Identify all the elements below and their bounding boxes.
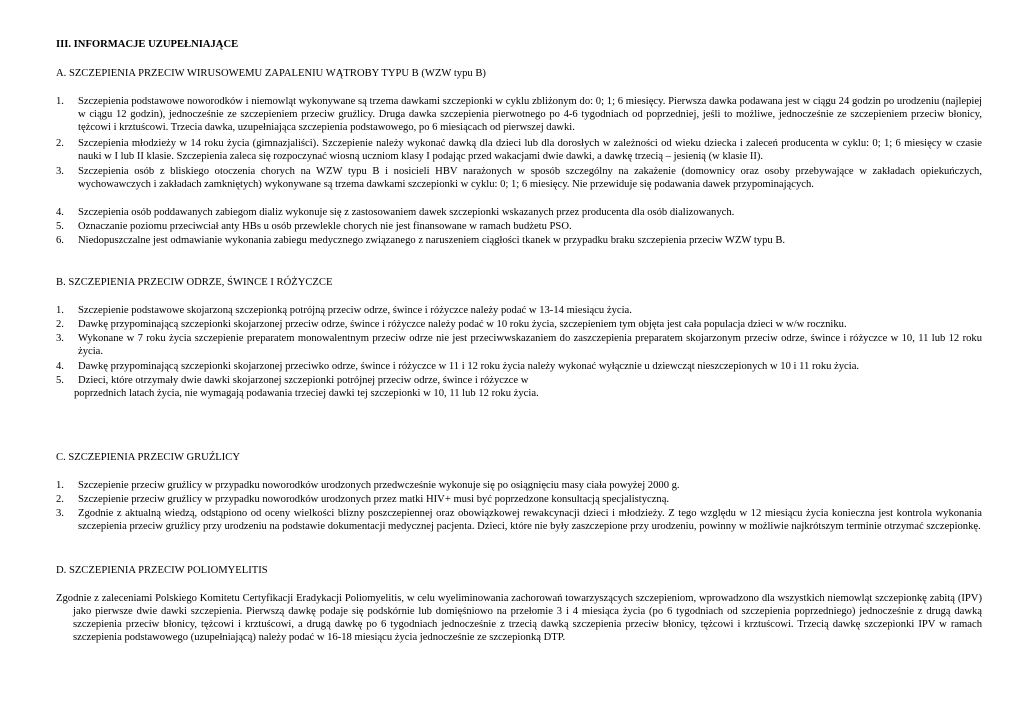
section-b-heading: B. SZCZEPIENIA PRZECIW ODRZE, ŚWINCE I RÓŻYCZCE <box>56 277 333 288</box>
item-text: Dawkę przypominającą szczepionki skojarzonej przeciwko odrze, śwince i różyczce w 11 i 12 roku życia należy wykonać wyłącznie u dziewcząt nieszczepionych w 10 i 11 roku życia. <box>78 361 860 372</box>
section-b-item-4 <box>56 360 982 373</box>
section-a-item-4 <box>56 206 982 219</box>
item-number: 2. <box>56 138 64 149</box>
section-b-item-3 <box>56 332 982 358</box>
item-number: 6. <box>56 235 64 246</box>
section-a-item-2 <box>56 137 982 163</box>
item-number: 3. <box>56 508 64 519</box>
item-number: 1. <box>56 480 64 491</box>
section-a-item-3 <box>56 165 982 191</box>
page-title: III. INFORMACJE UZUPEŁNIAJĄCE <box>56 39 239 50</box>
section-c-item-2 <box>56 493 982 506</box>
section-c-item-1 <box>56 479 982 492</box>
item-text: Szczepienia osób z bliskiego otoczenia chorych na WZW typu B i nosicieli HBV narażonych w sposób szczególny na zakażenie (domownicy oraz osoby przebywające w zakładach opiekuńczych, wychowawczych i zakładach zamkniętych) wykonywane są trzema dawkami szczepionki w cyklu: 0; 1; 6 miesięcy. Nie przewiduje się podawania dawek przypominających. <box>78 166 982 190</box>
item-number: 2. <box>56 319 64 330</box>
item-number: 3. <box>56 333 64 344</box>
item-text: Wykonane w 7 roku życia szczepienie preparatem monowalentnym przeciw odrze nie jest przeciwwskazaniem do zaszczepienia preparatem skojarzonym przeciw odrze, śwince i różyczce w 10, 11 lub 12 roku życia. <box>78 333 982 357</box>
item-number: 3. <box>56 166 64 177</box>
item-number: 4. <box>56 361 64 372</box>
item-text-continuation: poprzednich latach życia, nie wymagają podawania trzeciej dawki tej szczepionki w 10, 11 lub 12 roku życia. <box>74 388 539 399</box>
item-number: 5. <box>56 221 64 232</box>
paragraph-text: Zgodnie z zaleceniami Polskiego Komitetu Certyfikacji Eradykacji Poliomyelitis, w celu wyeliminowania zachorowań towarzyszących szczepieniom, wprowadzono dla wszystkich niemowląt szczepionkę zabitą (IPV) jako pierwsze dwie dawki szczepienia. Pierwszą dawkę podaje się podskórnie lub domięśniowo na przełomie 3 i 4 miesiąca życia (po 6 tygodniach od szczepienia poprzedniego) jednocześnie z drugą dawką szczepienia przeciw błonicy, tężcowi i krztuścowi, a drugą dawkę po 6 tygodniach jednocześnie z trzecią dawką szczepienia przeciw błonicy, tężcowi i krztuścowi. Trzecią dawkę szczepionki IPV w ramach szczepienia podstawowego (uzupełniającą) należy podać w 16-18 miesiącu życia jednocześnie ze szczepionką DTP. <box>56 593 982 643</box>
section-a-item-5 <box>56 220 982 233</box>
section-c-heading: C. SZCZEPIENIA PRZECIW GRUŹLICY <box>56 452 241 463</box>
section-d-paragraph <box>56 592 982 644</box>
item-text: Zgodnie z aktualną wiedzą, odstąpiono od oceny wielkości blizny poszczepiennej oraz obowiązkowej rewakcynacji dzieci i młodzieży. Z tego względu w 12 miesiącu życia konieczna jest kontrola wykonania szczepienia przeciw gruźlicy przy urodzeniu na podstawie dokumentacji medycznej pacjenta. Dzieci, które nie były zaszczepione przy urodzeniu, powinny w możliwie najkrótszym terminie otrzymać szczepionkę. <box>78 508 982 532</box>
item-number: 5. <box>56 375 64 386</box>
item-text: Szczepienie podstawowe skojarzoną szczepionką potrójną przeciw odrze, śwince i różyczce należy podać w 13-14 miesiącu życia. <box>78 305 632 316</box>
item-text: Oznaczanie poziomu przeciwciał anty HBs u osób przewlekle chorych nie jest finansowane w ramach budżetu PSO. <box>78 221 572 232</box>
item-number: 1. <box>56 305 64 316</box>
item-text: Niedopuszczalne jest odmawianie wykonania zabiegu medycznego związanego z naruszeniem ciągłości tkanek w przypadku braku szczepienia przeciw WZW typu B. <box>78 235 786 246</box>
section-b-item-2 <box>56 318 982 331</box>
section-a-heading: A. SZCZEPIENIA PRZECIW WIRUSOWEMU ZAPALENIU WĄTROBY TYPU B (WZW typu B) <box>56 68 486 79</box>
section-c-item-3 <box>56 507 982 533</box>
item-number: 4. <box>56 207 64 218</box>
section-b-item-1 <box>56 304 982 317</box>
item-text: Szczepienie przeciw gruźlicy w przypadku noworodków urodzonych przez matki HIV+ musi być poprzedzone konsultacją specjalistyczną. <box>78 494 670 505</box>
item-text: Szczepienia młodzieży w 14 roku życia (gimnazjaliści). Szczepienie należy wykonać dawką dla dzieci lub dla dorosłych w zależności od wieku dziecka i zaleceń producenta w cyklu: 0; 1; 6 miesięcy w czasie nauki w I lub II klasie. Szczepienia zaleca się rozpoczynać wiosną uczniom klasy I podając przed wakacjami dwie dawki, a dawkę trzecią – jesienią (w klasie II). <box>78 138 982 162</box>
section-d-heading: D. SZCZEPIENIA PRZECIW POLIOMYELITIS <box>56 565 268 576</box>
section-a-item-1 <box>56 95 982 134</box>
item-text: Dawkę przypominającą szczepionki skojarzonej przeciw odrze, śwince i różyczce należy podać w 10 roku życia, szczepieniem tym objęta jest cała populacja dzieci w w/w roczniku. <box>78 319 847 330</box>
item-text: Szczepienia podstawowe noworodków i niemowląt wykonywane są trzema dawkami szczepionki w cyklu zbliżonym do: 0; 1; 6 miesięcy. Pierwsza dawka podawana jest w ciągu 24 godzin po urodzeniu (najlepiej w ciągu 12 godzin), jednocześnie ze szczepieniem przeciw gruźlicy. Druga dawka szczepienia pierwotnego po 4-6 tygodniach od poprzedniej, jeśli to możliwe, jednocześnie ze szczepieniem przeciw błonicy, tężcowi i krztuścowi. Trzecia dawka, uzupełniająca szczepienia podstawowego, po 6 miesiącach od pierwszej dawki. <box>78 96 982 133</box>
item-number: 2. <box>56 494 64 505</box>
section-a-item-6 <box>56 234 982 247</box>
item-text: Dzieci, które otrzymały dwie dawki skojarzonej szczepionki potrójnej przeciw odrze, śwince i różyczce w <box>78 375 529 386</box>
item-text: Szczepienie przeciw gruźlicy w przypadku noworodków urodzonych przedwcześnie wykonuje się po osiągnięciu masy ciała powyżej 2000 g. <box>78 480 680 491</box>
section-b-item-5 <box>56 374 982 400</box>
item-text: Szczepienia osób poddawanych zabiegom dializ wykonuje się z zastosowaniem dawek szczepionki wskazanych przez producenta dla osób dializowanych. <box>78 207 735 218</box>
item-number: 1. <box>56 96 64 107</box>
